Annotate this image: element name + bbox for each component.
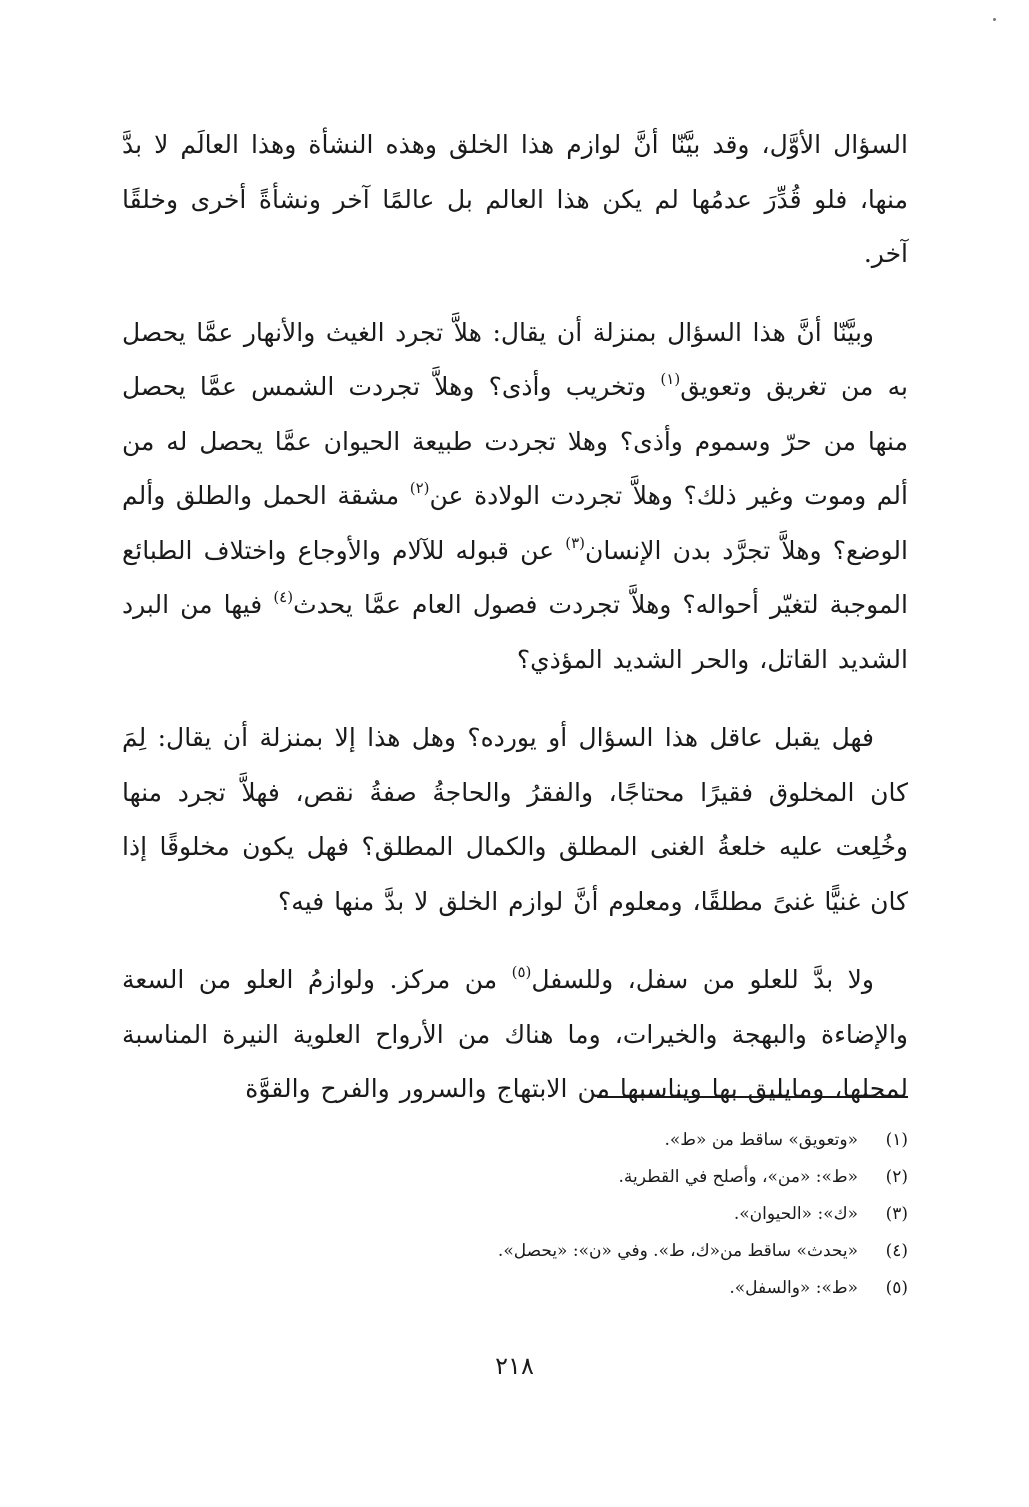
footnote-item [300,1196,908,1233]
paragraph-text: وبيَّنّا أنَّ هذا السؤال بمنزلة أن يقال: هلاَّ تجرد الغيث والأنهار عمَّا يحصل به من تغريق وتعويق [122,317,908,401]
paragraph [122,711,908,929]
paragraph-text: فهل يقبل عاقل هذا السؤال أو يورده؟ وهل هذا إلا بمنزلة أن يقال: لِمَ كان المخلوق فقيرًا محتاجًا، والفقرُ والحاجةُ صفةُ نقص، فهلاَّ تجرد منها وخُلِعت عليه خلعةُ الغنى المطلق والكمال المطلق؟ فهل يكون مخلوقًا إذا كان غنيًّا غنىً مطلقًا، ومعلوم أنَّ لوازم الخلق لا بدَّ منها فيه؟ [122,723,908,916]
footnote-text: «وتعويق» ساقط من «ط». [664,1130,858,1150]
paragraph-text: عن قبوله للآلام والأوجاع واختلاف الطبائع الموجبة لتغيّر أحواله؟ وهلاَّ تجردت فصول العام عمَّا يحدث [122,535,908,619]
page-number: ٢١٨ [495,1352,534,1380]
footnote-reference: (١) [660,370,681,388]
footnote-number: (٤) [885,1241,908,1261]
footnote-number: (٥) [885,1278,908,1298]
footnotes-section [300,1122,908,1307]
paragraph [122,118,908,282]
paragraph-text: مشقة الحمل والطلق وألم الوضع؟ وهلاَّ تجرَّد بدن الإنسان [122,481,908,565]
footnote-reference: (٣) [565,533,586,552]
footnote-text: «يحدث» ساقط من«ك، ط». وفي «ن»: «يحصل». [497,1241,858,1261]
footnote-number: (١) [885,1130,908,1150]
footnote-item [300,1233,908,1270]
paragraph-text: ولا بدَّ للعلو من سفل، وللسفل [531,965,874,994]
main-text-body [122,118,908,1141]
footnote-text: «ط»: «والسفل». [729,1278,858,1298]
paragraph-text: فيها من البرد الشديد القاتل، والحر الشديد المؤذي؟ [122,590,908,674]
footnote-item [300,1159,908,1196]
footnote-number: (٢) [885,1167,908,1187]
footnote-item [300,1122,908,1159]
paragraph-text: السؤال الأوَّل، وقد بيَّنّا أنَّ لوازم هذا الخلق وهذه النشأة وهذا العالَم لا بدَّ منها، فلو قُدِّرَ عدمُها لم يكن هذا العالم بل عالمًا آخر ونشأةً أخرى وخلقًا آخر. [122,130,908,268]
footnote-reference: (٥) [511,963,532,981]
scan-speck [993,18,996,21]
footnote-separator [597,1096,908,1098]
footnote-text: «ط»: «من»، وأصلح في القطرية. [618,1167,858,1187]
footnote-reference: (٢) [409,479,430,497]
paragraph-text: من مركز. ولوازمُ العلو من السعة والإضاءة والبهجة والخيرات، وما هناك من الأرواح العلوية النيرة المناسبة لمحلها، ومايليق بها ويناسبها من الابتهاج والسرور والفرح والقوَّة [122,965,908,1103]
footnote-number: (٣) [885,1204,908,1224]
footnote-text: «ك»: «الحيوان». [733,1204,858,1224]
paragraph [122,306,908,688]
footnote-reference: (٤) [273,588,294,606]
paragraph [122,953,908,1117]
paragraph-text: وتخريب وأذى؟ وهلاَّ تجردت الشمس عمَّا يحصل منها من حرّ وسموم وأذى؟ وهلا تجردت طبيعة الحيوان عمَّا يحصل له من ألم وموت وغير ذلك؟ وهلاَّ تجردت الولادة عن [122,372,908,510]
footnote-item [300,1270,908,1307]
